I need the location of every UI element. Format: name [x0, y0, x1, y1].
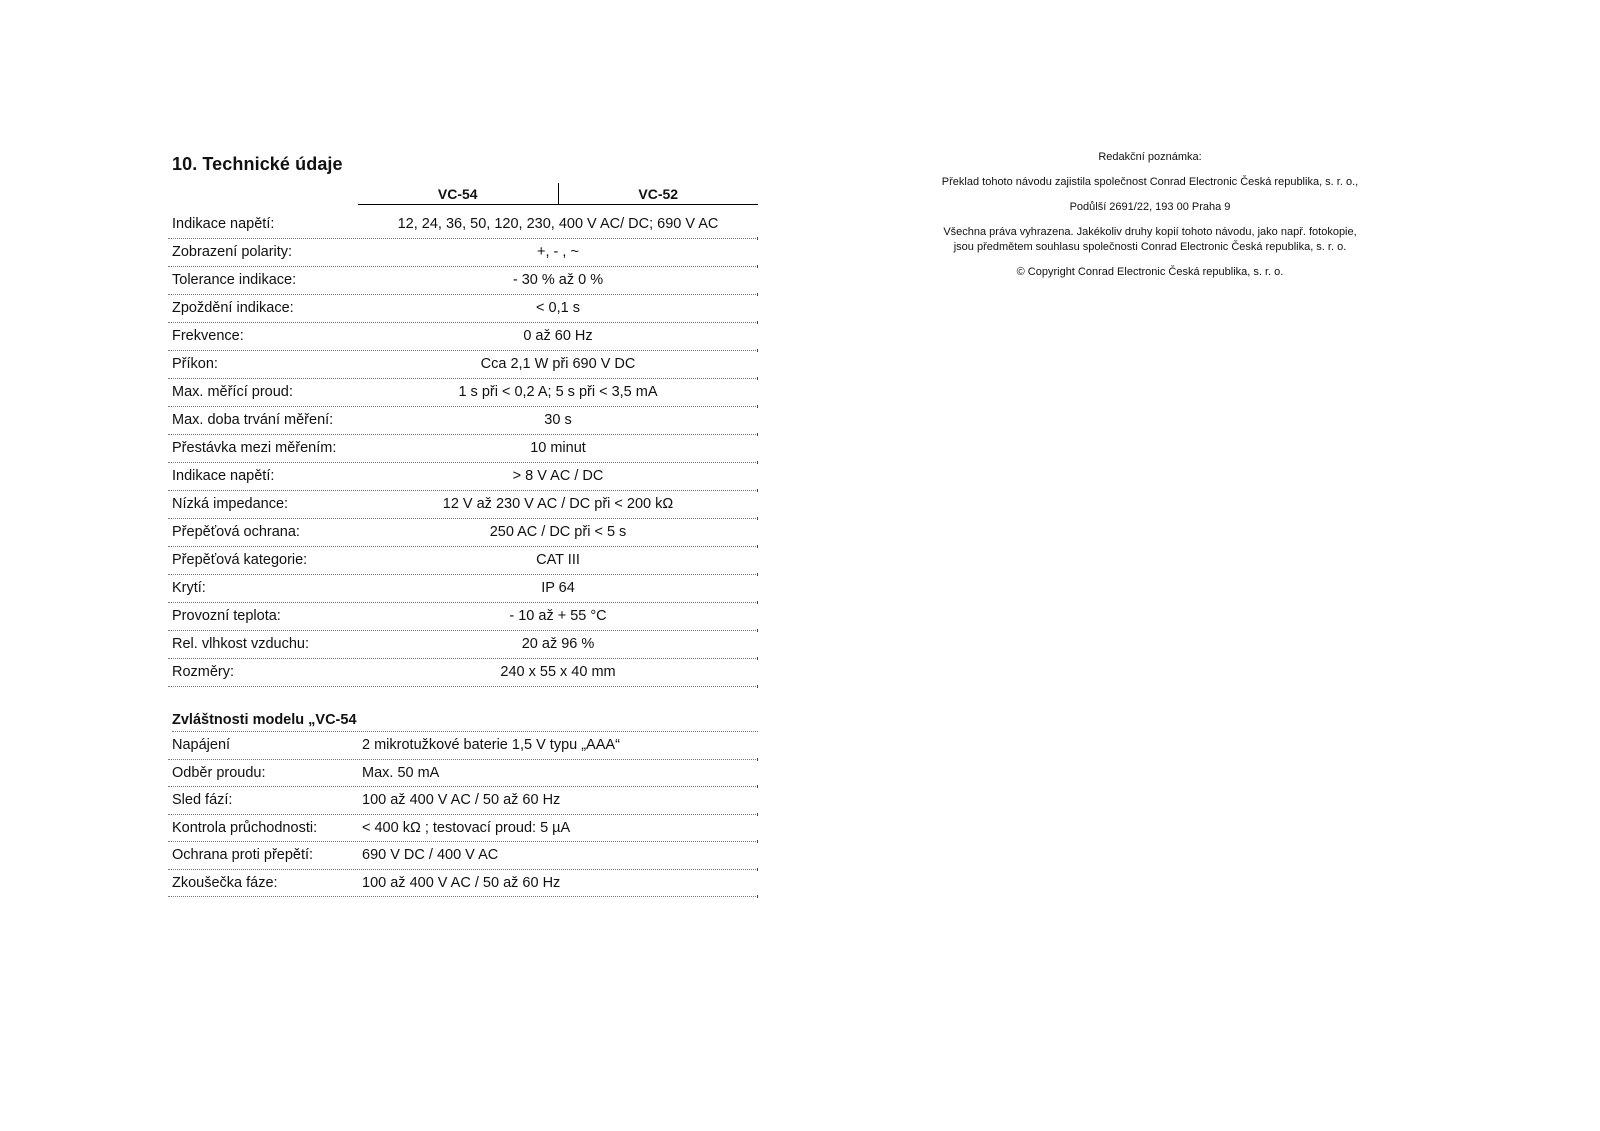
spec-value: 240 x 55 x 40 mm: [500, 664, 616, 680]
address: Podůlší 2691/22, 193 00 Praha 9: [1069, 201, 1231, 213]
technical-data-page: [168, 154, 758, 897]
feature-row: [168, 842, 758, 870]
spec-label: Krytí:: [172, 580, 206, 596]
spec-label: Max. doba trvání měření:: [172, 412, 334, 428]
spec-value: > 8 V AC / DC: [512, 468, 604, 484]
spec-label: Rel. vlhkost vzduchu:: [172, 636, 310, 652]
feature-label: Sled fází:: [172, 792, 233, 808]
spec-row: [168, 575, 758, 603]
feature-label: Napájení: [172, 737, 231, 753]
spec-row: [168, 379, 758, 407]
spec-value: - 30 % až 0 %: [512, 272, 604, 288]
spec-value: CAT III: [536, 552, 580, 568]
feature-value: 690 V DC / 400 V AC: [362, 847, 499, 863]
row-tick: [757, 895, 758, 898]
spec-label: Přepěťová kategorie:: [172, 552, 308, 568]
feature-row: [168, 870, 758, 898]
spec-value: 12 V až 230 V AC / DC při < 200 kΩ: [442, 496, 674, 512]
spec-label: Příkon:: [172, 356, 218, 372]
editorial-heading: Redakční poznámka:: [1098, 151, 1202, 163]
spec-row: [168, 267, 758, 295]
spec-row: [168, 239, 758, 267]
spec-row: [168, 519, 758, 547]
feature-value: Max. 50 mA: [362, 764, 440, 781]
row-tick: [757, 685, 758, 688]
spec-value: IP 64: [541, 580, 575, 596]
translation-note: Překlad tohoto návodu zajistila společnost Conrad Electronic Česká republika, s. r. o.,: [941, 176, 1359, 188]
spec-label: Přepěťová ochrana:: [172, 524, 300, 540]
spec-row: [168, 351, 758, 379]
feature-row: [168, 787, 758, 815]
feature-row: [168, 815, 758, 843]
section-title: 10. Technické údaje: [172, 154, 343, 174]
spec-row: [168, 463, 758, 491]
spec-row: [168, 211, 758, 239]
rights-line-2: jsou předmětem souhlasu společnosti Conrad Electronic Česká republika, s. r. o.: [953, 241, 1347, 253]
spec-row: [168, 631, 758, 659]
spec-label: Indikace napětí:: [172, 468, 275, 484]
spec-row: [168, 547, 758, 575]
spec-row: [168, 491, 758, 519]
spec-label: Přestávka mezi měřením:: [172, 440, 337, 456]
feature-label: Zkoušečka fáze:: [172, 874, 278, 891]
spec-row: [168, 323, 758, 351]
spec-label: Provozní teplota:: [172, 608, 281, 624]
model-vc54-header: VC-54: [437, 186, 478, 202]
spec-row: [168, 435, 758, 463]
feature-value: 2 mikrotužkové baterie 1,5 V typu „AAA“: [362, 737, 620, 753]
spec-value: 0 až 60 Hz: [523, 328, 593, 344]
spec-label: Max. měřící proud:: [172, 384, 293, 400]
model-header: [358, 183, 758, 205]
spec-row: [168, 659, 758, 687]
spec-label: Nízká impedance:: [172, 496, 289, 512]
spec-row: [168, 295, 758, 323]
model-features-table: [168, 732, 758, 897]
model-vc52-header: VC-52: [558, 183, 759, 204]
rights-line-1: Všechna práva vyhrazena. Jakékoliv druhy kopií tohoto návodu, jako např. fotokopie,: [943, 226, 1357, 238]
spec-row: [168, 603, 758, 631]
feature-row: [168, 760, 758, 788]
editorial-note-page: [930, 150, 1370, 290]
feature-value: < 400 kΩ ; testovací proud: 5 µA: [362, 819, 571, 836]
feature-value: 100 až 400 V AC / 50 až 60 Hz: [362, 792, 561, 808]
feature-label: Ochrana proti přepětí:: [172, 847, 314, 863]
spec-value: < 0,1 s: [536, 300, 580, 316]
spec-label: Zpoždění indikace:: [172, 300, 294, 316]
spec-value: 250 AC / DC při < 5 s: [489, 524, 627, 540]
feature-label: Kontrola průchodnosti:: [172, 819, 318, 836]
rights-note: [930, 225, 1370, 255]
spec-value: - 10 až + 55 °C: [509, 608, 607, 624]
spec-value: +, - , ~: [537, 244, 579, 260]
copyright: © Copyright Conrad Electronic Česká republika, s. r. o.: [1016, 266, 1284, 278]
spec-label: Frekvence:: [172, 328, 244, 344]
spec-value: 20 až 96 %: [521, 636, 595, 652]
feature-row: [168, 732, 758, 760]
spec-label: Zobrazení polarity:: [172, 244, 293, 260]
subsection-title: Zvláštnosti modelu „VC-54: [172, 709, 758, 732]
spec-row: [168, 407, 758, 435]
feature-value: 100 až 400 V AC / 50 až 60 Hz: [362, 874, 561, 891]
spec-value: 10 minut: [530, 440, 586, 456]
spec-table: [168, 211, 758, 687]
spec-label: Indikace napětí:: [172, 216, 275, 232]
spec-label: Rozměry:: [172, 664, 235, 680]
spec-label: Tolerance indikace:: [172, 272, 297, 288]
spec-value: 12, 24, 36, 50, 120, 230, 400 V AC/ DC; 690 V AC: [397, 216, 719, 232]
spec-value: 1 s při < 0,2 A; 5 s při < 3,5 mA: [458, 384, 658, 400]
spec-value: Cca 2,1 W při 690 V DC: [480, 356, 636, 372]
spec-value: 30 s: [544, 412, 572, 428]
feature-label: Odběr proudu:: [172, 764, 266, 781]
